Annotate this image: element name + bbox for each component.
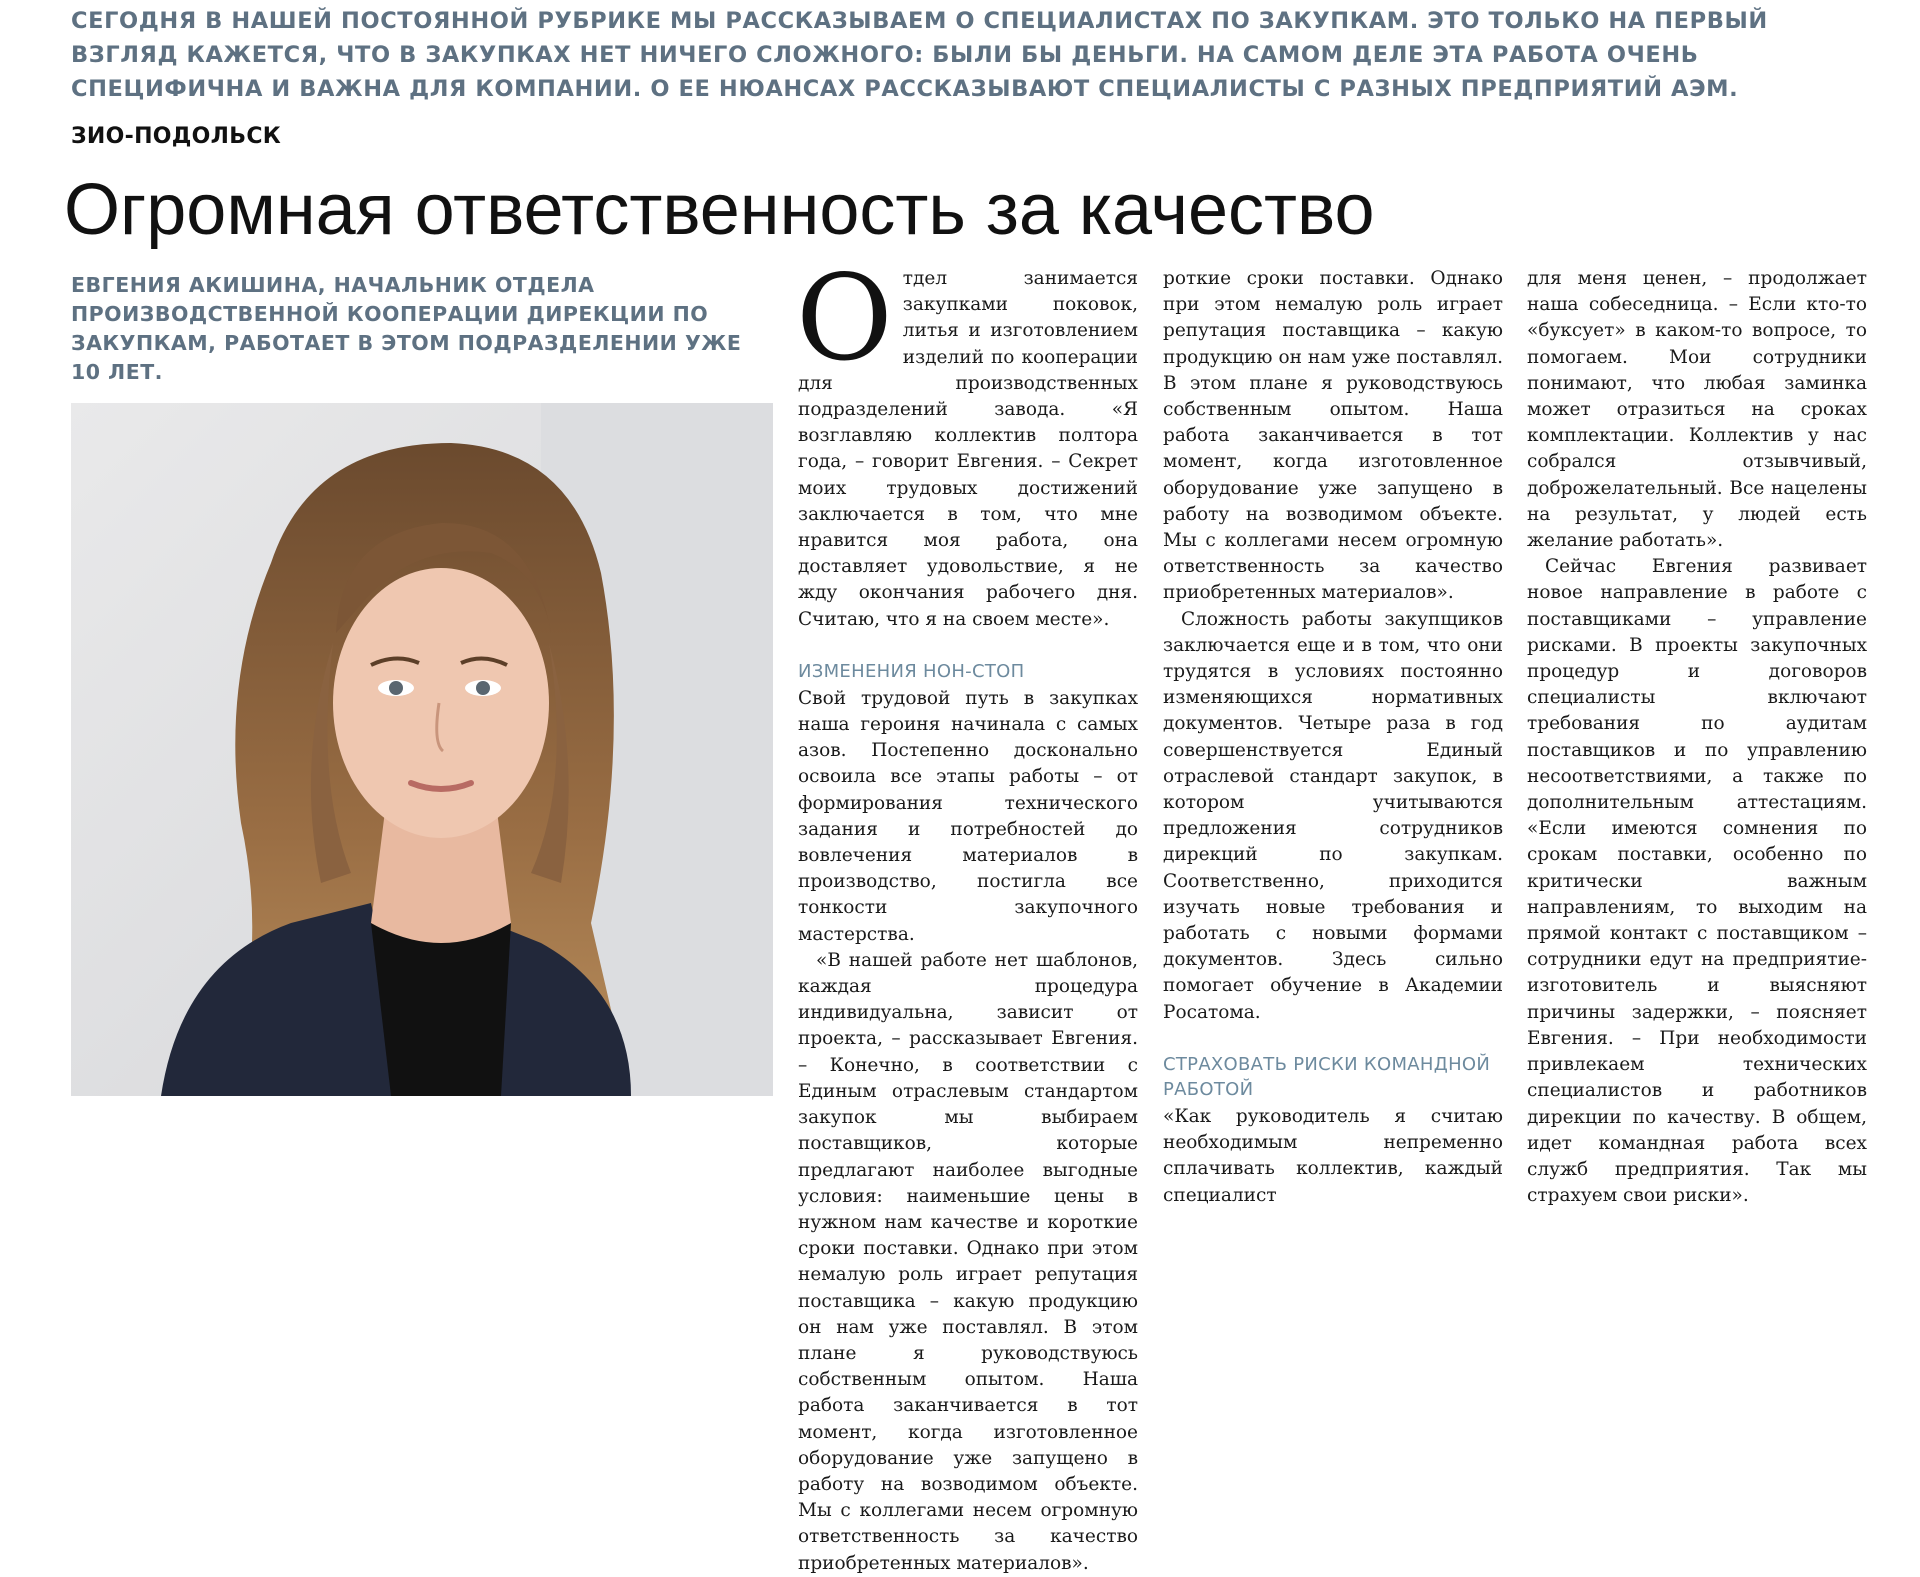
headline: Огромная ответственность за качество xyxy=(64,170,1375,250)
portrait-photo xyxy=(71,403,773,1096)
article-paragraph: Свой трудовой путь в закупках наша героиня начинала с самых азов. Постепенно досконально освоила все этапы работы – от формирования технического задания и потребностей до вовлечения материалов в производство, постигла все тонкости закупочного мастерства. xyxy=(798,687,1138,945)
rubric-label: ЗИО-ПОДОЛЬСК xyxy=(71,124,282,149)
article-paragraph: для меня ценен, – продолжает наша собеседница. – Если кто-то «буксует» в каком-то вопросе, то помогаем. Мои сотрудники понимают, что любая заминка может отразиться на сроках комплектации. Коллектив у нас собрался отзывчивый, доброжелательный. Все нацелены на результат, у людей есть желание работать». xyxy=(1527,268,1867,552)
article-paragraph: Отдел занимается закупками поковок, литья и изготовлением изделий по кооперации для производственных подразделений завода. «Я возглавляю коллектив полтора года, – говорит Евгения. – Секрет моих трудовых достижений заключается в том, что мне нравится моя работа, она доставляет удовольствие, я не жду окончания рабочего дня. Считаю, что я на своем месте». xyxy=(796,249,1138,630)
article-paragraph: Сейчас Евгения развивает новое направление в работе с поставщиками – управление рисками. В проекты закупочных процедур и договоров специалисты включают требования по аудитам поставщиков и по управлению несоответствиями, а также по дополнительным аттестациям. «Если имеются сомнения по срокам поставки, особенно по критически важным направлениям, то выходим на прямой контакт с поставщиком – сотрудники едут на предприятие-изготовитель и выясняют причины задержки, – поясняет Евгения. – При необходимости привлекаем технических специалистов и работников дирекции по качеству. В общем, идет командная работа всех служб предприятия. Так мы страхуем свои риски». xyxy=(1527,556,1867,1207)
article-column-3 xyxy=(1527,266,1867,1209)
article-paragraph: «Как руководитель я считаю необходимым непременно сплачивать коллектив, каждый специалист xyxy=(1163,1105,1503,1206)
article-column-1 xyxy=(796,249,1138,1574)
article-column-2 xyxy=(1163,266,1503,1206)
drop-cap: О xyxy=(796,249,893,387)
intro-paragraph: ЕВГЕНИЯ АКИШИНА, НАЧАЛЬНИК ОТДЕЛА ПРОИЗВОДСТВЕННОЙ КООПЕРАЦИИ ДИРЕКЦИИ ПО ЗАКУПКАМ, РАБОТАЕТ В ЭТОМ ПОДРАЗДЕЛЕНИИ УЖЕ 10 ЛЕТ. xyxy=(71,273,742,384)
article-paragraph: Сложность работы закупщиков заключается еще и в том, что они трудятся в условиях постоянно изменяющихся нормативных документов. Четыре раза в год совершенствуется Единый отраслевой стандарт закупок, в котором учитываются предложения сотрудников дирекций по закупкам. Соответственно, приходится изучать новые требования и работать с новыми формами документов. Здесь сильно помогает обучение в Академии Росатома. xyxy=(1163,608,1503,1023)
article-paragraph: роткие сроки поставки. Однако при этом немалую роль играет репутация поставщика – какую продукцию он нам уже поставлял. В этом плане я руководствуюсь собственным опытом. Наша работа заканчивается в тот момент, когда изготовленное оборудование уже запущено в работу на возводимом объекте. Мы с коллегами несем огромную ответственность за качество приобретенных материалов». xyxy=(1163,268,1503,604)
subheading: ИЗМЕНЕНИЯ НОН-СТОП xyxy=(798,660,1025,682)
lead-paragraph: СЕГОДНЯ В НАШЕЙ ПОСТОЯННОЙ РУБРИКЕ МЫ РАССКАЗЫВАЕМ О СПЕЦИАЛИСТАХ ПО ЗАКУПКАМ. ЭТО ТОЛЬКО НА ПЕРВЫЙ ВЗГЛЯД КАЖЕТСЯ, ЧТО В ЗАКУПКАХ НЕТ НИЧЕГО СЛОЖНОГО: БЫЛИ БЫ ДЕНЬГИ. НА САМОМ ДЕЛЕ ЭТА РАБОТА ОЧЕНЬ СПЕЦИФИЧНА И ВАЖНА ДЛЯ КОМПАНИИ. О ЕЕ НЮАНСАХ РАССКАЗЫВАЮТ СПЕЦИАЛИСТЫ С РАЗНЫХ ПРЕДПРИЯТИЙ АЭМ. xyxy=(71,8,1768,102)
subheading: СТРАХОВАТЬ РИСКИ КОМАНДНОЙ РАБОТОЙ xyxy=(1163,1053,1491,1100)
article-paragraph: «В нашей работе нет шаблонов, каждая процедура индивидуальна, зависит от проекта, – рассказывает Евгения. – Конечно, в соответствии с Единым отраслевым стандартом закупок мы выбираем поставщиков, которые предлагают наиболее выгодные условия: наименьшие цены в нужном нам качестве и короткие сроки поставки. Однако при этом немалую роль играет репутация поставщика – какую продукцию он нам уже поставлял. В этом плане я руководствуюсь собственным опытом. Наша работа заканчивается в тот момент, когда изготовленное оборудование уже запущено в работу на возводимом объекте. Мы с коллегами несем огромную ответственность за качество приобретенных материалов». xyxy=(798,949,1138,1574)
